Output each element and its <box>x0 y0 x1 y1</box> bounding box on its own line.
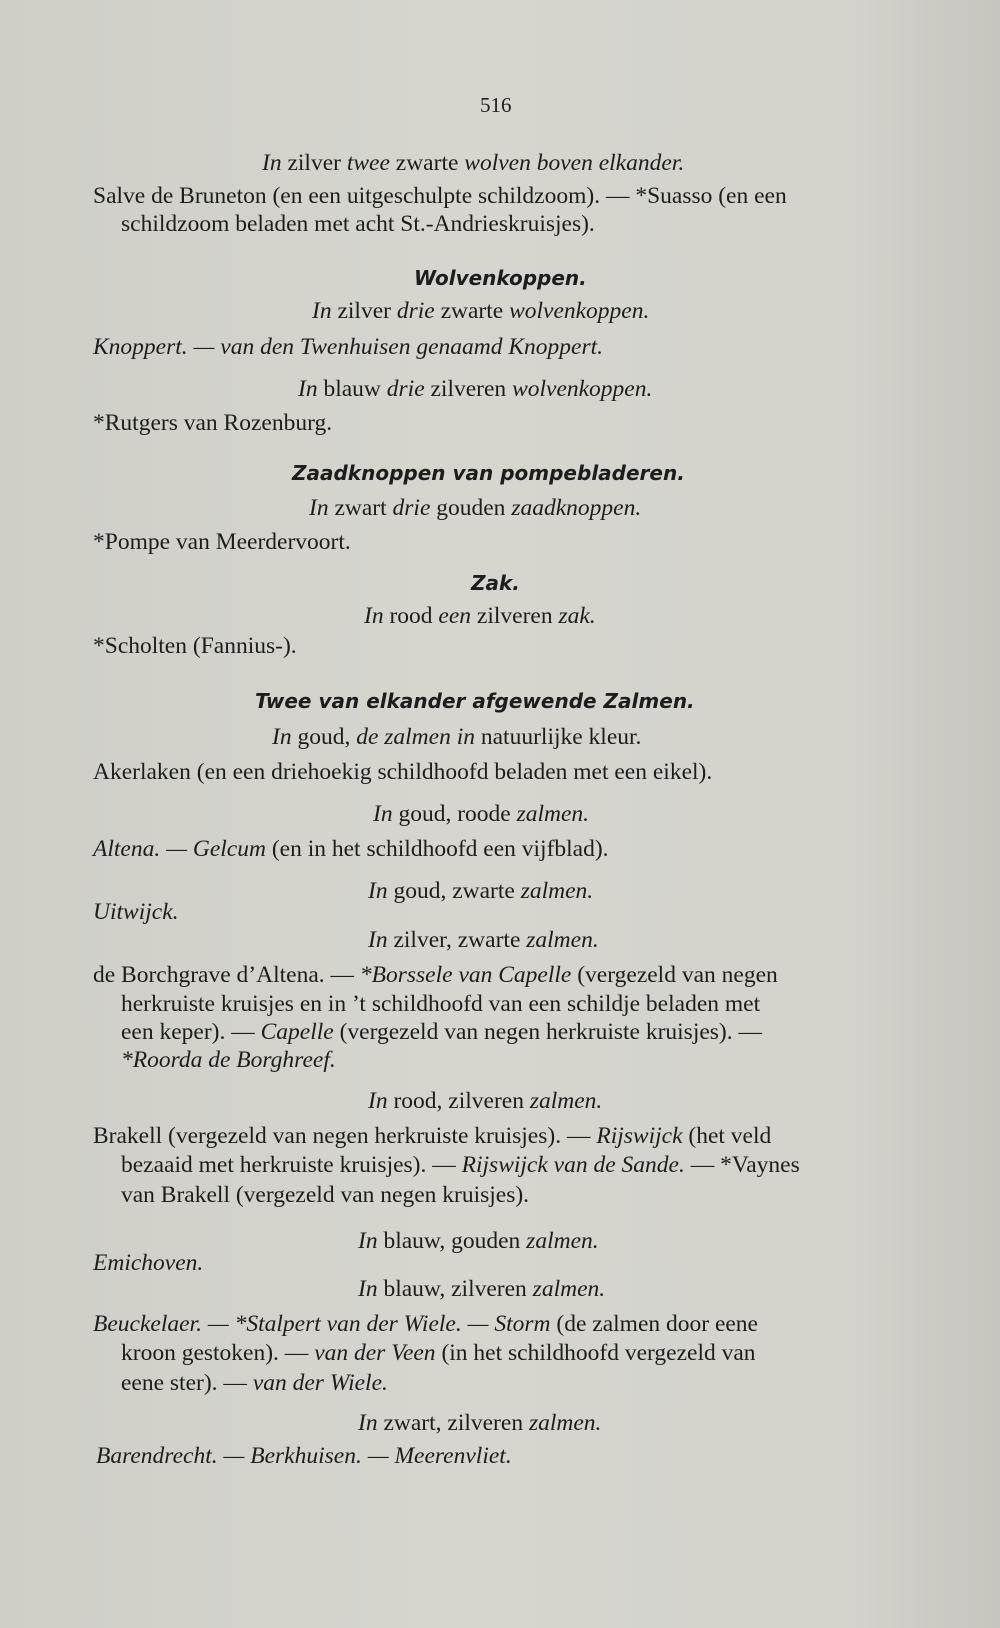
blazon-text: zak. <box>558 603 596 629</box>
families-line: Salve de Bruneton (en een uitgeschulpte schildzoom). — *Suasso (en een <box>93 183 787 209</box>
blazon-line <box>312 297 649 325</box>
blazon-text: zwart <box>328 495 393 521</box>
blazon-in: In <box>262 150 282 176</box>
blazon-text: blauw <box>317 376 387 402</box>
family-note: (vergezeld van negen herkruiste kruisjes). — <box>333 1019 763 1045</box>
blazon-text: drie <box>392 495 431 521</box>
family-note: (en in het schildhoofd een vijfblad). <box>265 836 609 862</box>
blazon-in: In <box>358 1276 378 1302</box>
blazon-line <box>358 1275 605 1303</box>
blazon-text: zilver <box>281 150 347 176</box>
families-line: Emichoven. <box>93 1250 204 1276</box>
blazon-text: wolven boven elkander. <box>464 150 685 176</box>
families-line <box>93 1310 758 1338</box>
family-names: Rijswijck van de Sande. <box>461 1152 685 1178</box>
blazon-text: zilveren <box>471 603 559 629</box>
families-line: *Rutgers van Rozenburg. <box>93 410 333 436</box>
blazon-in: In <box>358 1228 378 1254</box>
blazon-in: In <box>272 724 292 750</box>
family-text: Brakell (vergezeld van negen herkruiste kruisjes). — <box>93 1123 597 1149</box>
blazon-text: blauw, gouden <box>377 1228 527 1254</box>
family-note: — *Vaynes <box>684 1152 800 1178</box>
families-line: *Scholten (Fannius-). <box>93 633 297 659</box>
blazon-text: zilver, zwarte <box>387 927 527 953</box>
blazon-line <box>364 602 596 630</box>
family-note: (de zalmen door eene <box>550 1311 758 1337</box>
family-text: eene ster). — <box>121 1370 253 1396</box>
blazon-in: In <box>309 495 329 521</box>
blazon-text: goud, roode <box>392 801 517 827</box>
blazon-text: zalmen. <box>532 1276 606 1302</box>
blazon-in: In <box>298 376 318 402</box>
blazon-text: zaadknoppen. <box>511 495 642 521</box>
blazon-text: zalmen. <box>526 1228 599 1254</box>
blazon-text: zilveren <box>424 376 513 402</box>
blazon-line <box>368 926 599 954</box>
blazon-line <box>358 1227 599 1255</box>
families-line: schildzoom beladen met acht St.-Andrieskruisjes). <box>121 211 595 237</box>
family-names: van der Wiele. <box>252 1370 388 1396</box>
blazon-text: zalmen. <box>520 878 594 904</box>
families-line: Barendrecht. — Berkhuisen. — Meerenvliet. <box>96 1443 512 1469</box>
section-heading: Zaadknoppen van pompebladeren. <box>292 461 685 485</box>
family-note: (het veld <box>682 1123 772 1149</box>
blazon-in: In <box>368 878 388 904</box>
families-line: van Brakell (vergezeld van negen kruisjes). <box>121 1182 530 1208</box>
families-line: *Roorda de Borghreef. <box>121 1047 336 1073</box>
blazon-text: zalmen. <box>516 801 590 827</box>
blazon-text: rood, zilveren <box>387 1088 530 1114</box>
families-line: Akerlaken (en een driehoekig schildhoofd beladen met een eikel). <box>93 759 713 785</box>
family-names: Altena. — Gelcum <box>93 836 266 862</box>
blazon-in: In <box>368 1088 388 1114</box>
family-text: de Borchgrave d’Altena. — <box>93 962 360 988</box>
family-note: (vergezeld van negen <box>571 962 778 988</box>
blazon-line <box>368 1087 602 1115</box>
blazon-text: rood <box>383 603 439 629</box>
page-number: 516 <box>480 93 512 117</box>
blazon-text: wolvenkoppen. <box>512 376 653 402</box>
section-heading: Wolvenkoppen. <box>414 266 587 290</box>
family-text: bezaaid met herkruiste kruisjes). — <box>121 1152 462 1178</box>
blazon-text: drie <box>386 376 425 402</box>
families-line: Knoppert. — van den Twenhuisen genaamd Knoppert. <box>93 334 604 360</box>
families-line: *Pompe van Meerdervoort. <box>93 529 351 555</box>
family-text: een keper). — <box>121 1019 261 1045</box>
families-line <box>93 1122 771 1150</box>
blazon-line <box>309 494 641 522</box>
families-line <box>121 1151 800 1179</box>
blazon-line <box>298 375 652 403</box>
blazon-text: gouden <box>430 495 512 521</box>
family-names: Capelle <box>260 1019 334 1045</box>
blazon-text: drie <box>396 298 435 324</box>
blazon-text: goud, zwarte <box>387 878 521 904</box>
blazon-text: wolvenkoppen. <box>509 298 650 324</box>
families-line <box>121 1339 756 1367</box>
family-note: (in het schildhoofd vergezeld van <box>435 1340 756 1366</box>
blazon-text: de zalmen in <box>356 724 475 750</box>
blazon-text: goud, <box>291 724 357 750</box>
blazon-text: zalmen. <box>528 1410 602 1436</box>
blazon-line <box>262 149 684 177</box>
blazon-in: In <box>312 298 332 324</box>
family-names: *Borssele van Capelle <box>359 962 572 988</box>
blazon-text: zilver <box>331 298 397 324</box>
blazon-line <box>368 877 593 905</box>
blazon-line <box>358 1409 601 1437</box>
blazon-text: twee <box>346 150 390 176</box>
family-names: Rijswijck <box>596 1123 683 1149</box>
families-line <box>121 1369 388 1397</box>
blazon-text: blauw, zilveren <box>377 1276 533 1302</box>
families-line: Uitwijck. <box>93 899 179 925</box>
section-heading: Zak. <box>471 571 520 595</box>
blazon-in: In <box>358 1410 378 1436</box>
family-names: Beuckelaer. — *Stalpert van der Wiele. — Storm <box>93 1311 551 1337</box>
family-text: kroon gestoken). — <box>121 1340 315 1366</box>
families-line <box>121 1018 762 1046</box>
blazon-text: zalmen. <box>526 927 599 953</box>
blazon-text: zwart, zilveren <box>377 1410 529 1436</box>
blazon-text: zalmen. <box>529 1088 603 1114</box>
blazon-in: In <box>373 801 393 827</box>
families-line <box>93 961 778 989</box>
blazon-line <box>272 723 641 751</box>
blazon-text: natuurlijke kleur. <box>475 724 642 750</box>
blazon-text: zwarte <box>434 298 510 324</box>
blazon-line <box>373 800 589 828</box>
blazon-in: In <box>368 927 388 953</box>
families-line <box>93 835 609 863</box>
section-heading: Twee van elkander afgewende Zalmen. <box>255 689 695 713</box>
blazon-text: zwarte <box>389 150 465 176</box>
families-line: herkruiste kruisjes en in ’t schildhoofd van een schildje beladen met <box>121 991 761 1017</box>
family-names: van der Veen <box>314 1340 436 1366</box>
blazon-text: een <box>438 603 472 629</box>
blazon-in: In <box>364 603 384 629</box>
